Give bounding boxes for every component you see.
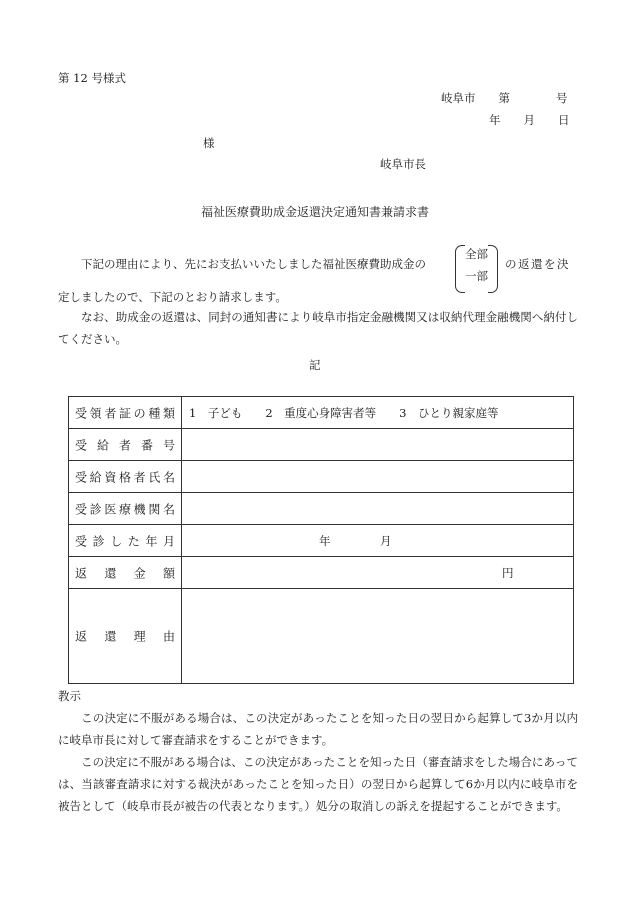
- label-recipient-name: 受給資格者氏名: [75, 470, 175, 484]
- row-label: [69, 589, 182, 683]
- row-value[interactable]: [182, 397, 573, 428]
- medical-institution-field[interactable]: [182, 493, 573, 524]
- notice-heading: 教示: [58, 689, 81, 703]
- table-row-certificate-type: [69, 397, 573, 429]
- document-number: 岐阜市 第 号: [441, 91, 568, 105]
- recipient-name-field[interactable]: [182, 461, 573, 492]
- label-medical-institution: 受診医療機関名: [75, 502, 175, 516]
- body-para1-part1: 下記の理由により、先にお支払いいたしました福祉医療費助成金の: [81, 257, 426, 271]
- certificate-type-options: 1 子ども 2 重度心身障害者等 3 ひとり親家庭等: [189, 405, 499, 420]
- row-label: [69, 557, 182, 588]
- table-row-refund-reason: [69, 589, 573, 683]
- refund-amount-field[interactable]: [182, 557, 573, 588]
- visit-month-field[interactable]: [182, 525, 573, 556]
- table-row-medical-institution: [69, 493, 573, 525]
- row-label: [69, 493, 182, 524]
- recipient-number-field[interactable]: [182, 429, 573, 460]
- notice-para2: [58, 751, 578, 817]
- left-brace: [455, 245, 465, 293]
- body-para1-line2: 定しましたので、下記のとおり請求します。: [58, 290, 287, 304]
- form-number: 第 12 号様式: [58, 71, 126, 85]
- label-refund-amount: 返還金額: [75, 566, 175, 580]
- choice-all: 全部: [465, 247, 488, 261]
- row-label: [69, 429, 182, 460]
- body-para2-text: なお、助成金の返還は、同封の通知書により岐阜市指定金融機関又は収納代理金融機関へ納付してください。: [58, 310, 578, 346]
- label-certificate-type: 受領者証の種類: [75, 406, 175, 420]
- addressee-honorific: 様: [203, 136, 215, 150]
- notice-para1: [58, 707, 578, 751]
- ki-marker: 記: [309, 358, 321, 372]
- issuer-name: 岐阜市長: [380, 157, 426, 171]
- body-para2: [58, 306, 578, 350]
- notice-para1-text: この決定に不服がある場合は、この決定があったことを知った日の翌日から起算して3か月以内に岐阜市長に対して審査請求をすることができます。: [58, 711, 578, 747]
- row-label: [69, 397, 182, 428]
- refund-info-table: [68, 396, 574, 684]
- table-row-recipient-number: [69, 429, 573, 461]
- refund-reason-field[interactable]: [182, 589, 573, 683]
- row-label: [69, 461, 182, 492]
- table-row-recipient-name: [69, 461, 573, 493]
- label-visit-month: 受診した年月: [75, 534, 175, 548]
- document-title: 福祉医療費助成金返還決定通知書兼請求書: [200, 205, 429, 219]
- choice-partial: 一部: [465, 269, 488, 283]
- right-brace: [488, 245, 498, 293]
- notice-para2-text: この決定に不服がある場合は、この決定があったことを知った日（審査請求をした場合にあっては、当該審査請求に対する裁決があったことを知った日）の翌日から起算して6か月以内に岐阜市を被告として（岐阜市長が被告の代表となります。）処分の取消しの訴えを提起することができます。: [58, 755, 578, 813]
- body-para1-part2: の返還を決: [505, 257, 570, 271]
- yen-unit: 円: [502, 565, 514, 580]
- row-label: [69, 525, 182, 556]
- issue-date: 年 月 日: [489, 113, 570, 127]
- table-row-visit-month: [69, 525, 573, 557]
- year-unit: 年: [319, 533, 331, 548]
- month-unit: 月: [380, 533, 392, 548]
- table-row-refund-amount: [69, 557, 573, 589]
- label-recipient-number: 受給者番号: [75, 438, 175, 452]
- label-refund-reason: 返還理由: [75, 629, 175, 644]
